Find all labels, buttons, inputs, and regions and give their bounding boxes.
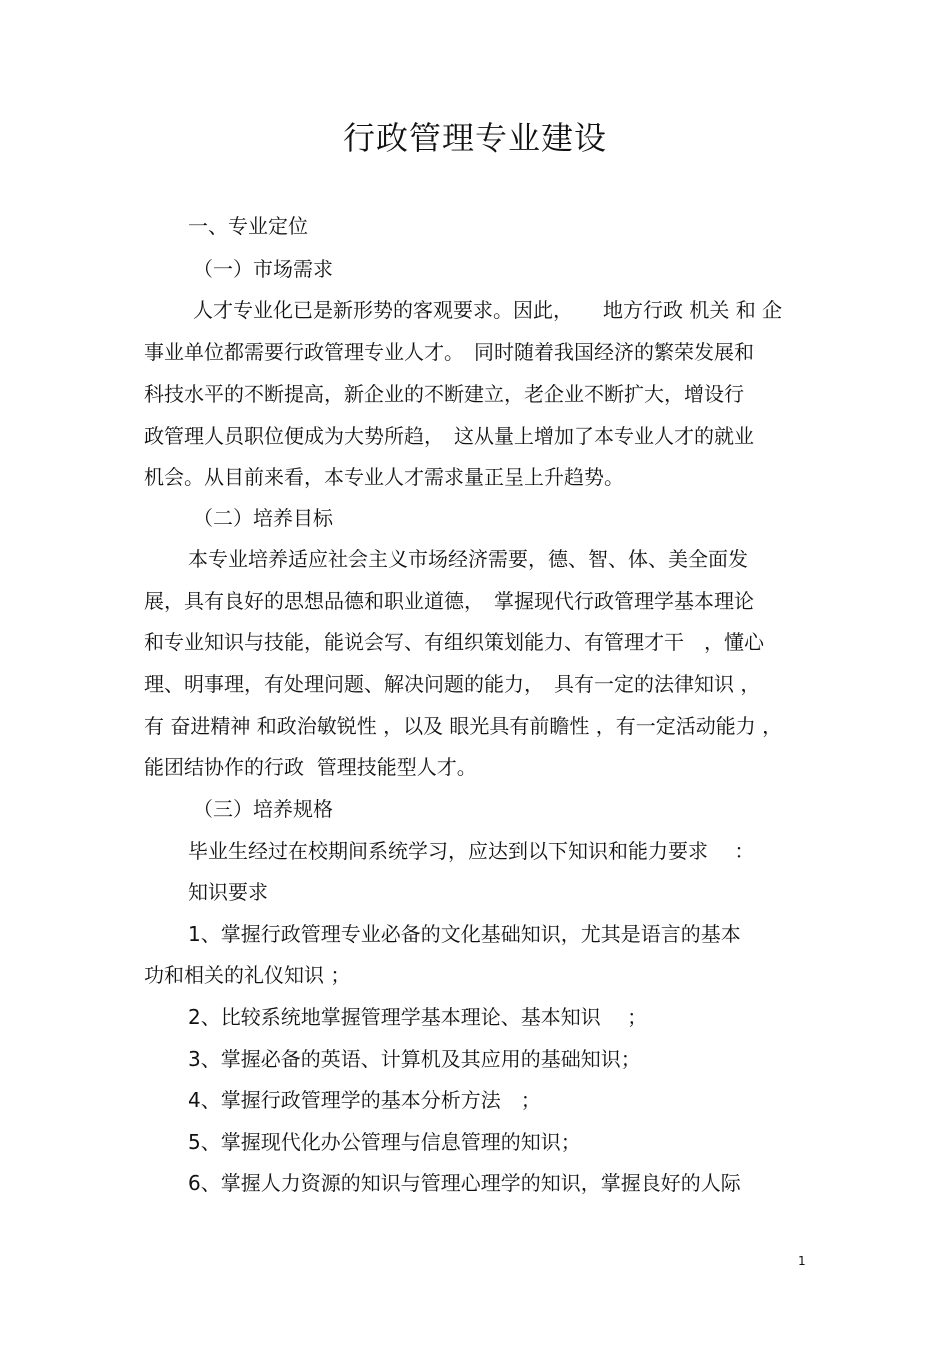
paragraph-line: 机会。从目前来看，本专业人才需求量正呈上升趋势。 xyxy=(144,465,624,489)
knowledge-heading: 知识要求 xyxy=(188,880,268,904)
paragraph-line: 科技水平的不断提高，新企业的不断建立，老企业不断扩大，增设行 xyxy=(144,382,744,406)
subsection-heading: （二）培养目标 xyxy=(193,506,333,530)
paragraph-line: 人才专业化已是新形势的客观要求。因此， 地方行政 机关 和 企 xyxy=(193,298,783,322)
paragraph-line: 政管理人员职位便成为大势所趋， 这从量上增加了本专业人才的就业 xyxy=(144,424,754,448)
page-number: 1 xyxy=(798,1254,806,1268)
list-item: 4、掌握行政管理学的基本分析方法 ； xyxy=(188,1088,541,1112)
subsection-heading: （一）市场需求 xyxy=(193,257,333,281)
list-item: 2、比较系统地掌握管理学基本理论、基本知识 ； xyxy=(188,1005,648,1029)
paragraph-line: 理、明事理，有处理问题、解决问题的能力， 具有一定的法律知识 ， xyxy=(144,672,761,696)
section-heading: 一、专业定位 xyxy=(188,214,308,238)
list-item: 3、掌握必备的英语、计算机及其应用的基础知识； xyxy=(188,1047,641,1071)
list-item: 1、掌握行政管理专业必备的文化基础知识，尤其是语言的基本 xyxy=(188,922,741,946)
list-item: 功和相关的礼仪知识 ； xyxy=(144,963,351,987)
paragraph-line: 能团结协作的行政 管理技能型人才。 xyxy=(144,755,477,779)
paragraph-line: 本专业培养适应社会主义市场经济需要，德、智、体、美全面发 xyxy=(188,547,748,571)
paragraph-line: 毕业生经过在校期间系统学习，应达到以下知识和能力要求 ： xyxy=(188,839,755,863)
list-item: 6、掌握人力资源的知识与管理心理学的知识，掌握良好的人际 xyxy=(188,1171,741,1195)
paragraph-line: 展，具有良好的思想品德和职业道德， 掌握现代行政管理学基本理论 xyxy=(144,589,754,613)
paragraph-line: 有 奋进精神 和政治敏锐性 ，以及 眼光具有前瞻性 ，有一定活动能力 ， xyxy=(144,714,783,738)
paragraph-line: 和专业知识与技能，能说会写、有组织策划能力、有管理才干 ，懂心 xyxy=(144,630,764,654)
document-title: 行政管理专业建设 xyxy=(342,119,607,157)
list-item: 5、掌握现代化办公管理与信息管理的知识； xyxy=(188,1130,581,1154)
subsection-heading: （三）培养规格 xyxy=(193,797,333,821)
paragraph-line: 事业单位都需要行政管理专业人才。 同时随着我国经济的繁荣发展和 xyxy=(144,340,754,364)
